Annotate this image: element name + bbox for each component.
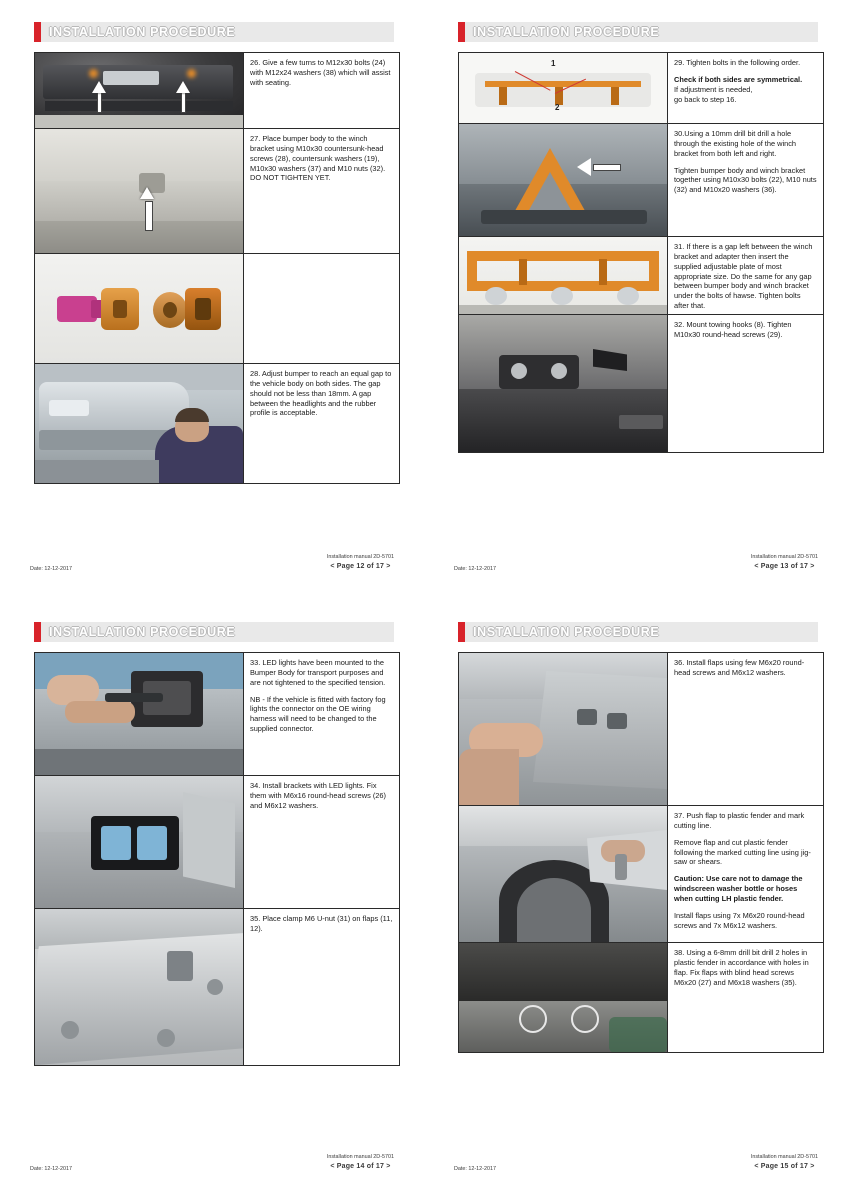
- header-title-box: [465, 622, 818, 642]
- page-footer: [30, 553, 394, 572]
- step-paragraph: If adjustment is needed, go back to step 16.: [674, 84, 753, 104]
- fastener-parts-photo: [35, 254, 244, 363]
- page-header: [458, 622, 818, 642]
- table-row: [459, 943, 823, 1053]
- header-title-box: [465, 22, 818, 42]
- steps-table: [34, 52, 400, 484]
- table-row: [459, 124, 823, 237]
- step-paragraph: 31. If there is a gap left between the winch bracket and adapter then insert the supplied adjustable plate of most appropriate size. Do the same for any gap between bumper body and winch bracket under the bolts of hawse. Tighten bolts after that.: [674, 242, 813, 311]
- step-text: [668, 315, 823, 452]
- header-accent-bar: [34, 22, 41, 42]
- step-text: [668, 943, 823, 1052]
- bumper-to-winch-bracket-photo: [35, 129, 244, 253]
- footer-page-number: < Page 12 of 17 >: [330, 562, 391, 570]
- table-row: [459, 237, 823, 315]
- page-13: [424, 0, 848, 600]
- step-paragraph-bold: Check if both sides are symmetrical.: [674, 74, 803, 84]
- step-paragraph: Install flaps using 7x M6x20 round-head screws and 7x M6x12 washers.: [674, 910, 805, 930]
- page-footer: [454, 553, 818, 572]
- led-bracket-install-photo: [35, 776, 244, 908]
- step-paragraph: 33. LED lights have been mounted to the Bumper Body for transport purposes and are not tightened to the specified tension.: [250, 658, 386, 687]
- table-row: [35, 653, 399, 776]
- page-title: INSTALLATION PROCEDURE: [473, 25, 660, 39]
- step-text: [244, 909, 399, 1065]
- header-title-box: [41, 22, 394, 42]
- page-title: INSTALLATION PROCEDURE: [49, 625, 236, 639]
- tightening-order-diagram: [459, 53, 668, 123]
- step-paragraph: 26. Give a few turns to M12x30 bolts (24) with M12x24 washers (38) which will assist with seating.: [250, 58, 391, 87]
- steps-table: [458, 52, 824, 453]
- step-paragraph: 37. Push flap to plastic fender and mark cutting line.: [674, 811, 805, 830]
- step-paragraph: 30.Using a 10mm drill bit drill a hole through the existing hole of the winch bracket from both left and right.: [674, 129, 797, 158]
- step-text: [244, 776, 399, 908]
- step-paragraph: 36. Install flaps using few M6x20 round-head screws and M6x12 washers.: [674, 658, 805, 677]
- step-text: [668, 653, 823, 805]
- winch-adapter-frame-photo: [459, 237, 668, 314]
- page-title: INSTALLATION PROCEDURE: [49, 25, 236, 39]
- page-15: [424, 600, 848, 1200]
- header-accent-bar: [34, 622, 41, 642]
- step-text: [244, 653, 399, 775]
- table-row: [35, 776, 399, 909]
- clamp-unut-flaps-photo: [35, 909, 244, 1065]
- table-row: [459, 53, 823, 124]
- step-paragraph-bold: Caution: Use care not to damage the windscreen washer bottle or hoses when cutting LH plastic fender.: [674, 874, 803, 903]
- footer-date: Date: 12-12-2017: [454, 566, 496, 572]
- table-row: [459, 315, 823, 453]
- step-paragraph: 34. Install brackets with LED lights. Fix them with M6x16 round-head screws (26) and M6x12 washers.: [250, 781, 386, 810]
- bumper-bolt-seating-photo: [35, 53, 244, 128]
- bumper-gap-adjust-photo: [35, 364, 244, 483]
- header-title-box: [41, 622, 394, 642]
- step-paragraph: 38. Using a 6-8mm drill bit drill 2 holes in plastic fender in accordance with holes in flap. Fix flaps with blind head screws M6x20 (27) and M6x18 washers (35).: [674, 948, 809, 987]
- page-header: [458, 22, 818, 42]
- install-flaps-photo: [459, 653, 668, 805]
- step-paragraph: Remove flap and cut plastic fender following the marked cutting line using jig-saw or shears.: [674, 837, 811, 867]
- step-paragraph: NB - If the vehicle is fitted with factory fog lights the connector on the OE wiring harness will need to be changed to the supplied connector.: [250, 694, 386, 734]
- step-text: [668, 53, 823, 123]
- step-text: [668, 124, 823, 236]
- footer-page-number: < Page 13 of 17 >: [754, 562, 815, 570]
- header-accent-bar: [458, 622, 465, 642]
- step-text: [668, 806, 823, 942]
- page-header: [34, 22, 394, 42]
- step-paragraph: 32. Mount towing hooks (8). Tighten M10x30 round-head screws (29).: [674, 320, 792, 339]
- footer-date: Date: 12-12-2017: [30, 566, 72, 572]
- page-12: [0, 0, 424, 600]
- page-header: [34, 622, 394, 642]
- page-14: [0, 600, 424, 1200]
- step-paragraph: 28. Adjust bumper to reach an equal gap to the vehicle body on both sides. The gap should not be less than 18mm. A gap between the headlights and the rubber profile is acceptable.: [250, 369, 392, 418]
- winch-bracket-drill-photo: [459, 124, 668, 236]
- step-text: [244, 364, 399, 483]
- table-row: [459, 653, 823, 806]
- table-row: [35, 129, 399, 254]
- table-row: [35, 254, 399, 364]
- page-title: INSTALLATION PROCEDURE: [473, 625, 660, 639]
- table-row: [35, 364, 399, 484]
- step-paragraph: Tighten bumper body and winch bracket together using M10x30 bolts (22), M10 nuts (32) and M10x20 washers (36).: [674, 165, 817, 195]
- diagram-number-2: 2: [555, 103, 560, 112]
- step-text: [244, 129, 399, 253]
- towing-hooks-photo: [459, 315, 668, 452]
- step-text: [668, 237, 823, 314]
- drill-holes-fender-photo: [459, 943, 668, 1052]
- led-light-tightening-photo: [35, 653, 244, 775]
- header-accent-bar: [458, 22, 465, 42]
- footer-date: Date: 12-12-2017: [30, 1166, 72, 1172]
- footer-manual: Installation manual 2D-5701: [750, 554, 818, 561]
- page-footer: [454, 1153, 818, 1172]
- page-footer: [30, 1153, 394, 1172]
- mark-cutting-line-photo: [459, 806, 668, 942]
- step-paragraph: 35. Place clamp M6 U-nut (31) on flaps (11, 12).: [250, 914, 393, 933]
- steps-table: [458, 652, 824, 1053]
- footer-date: Date: 12-12-2017: [454, 1166, 496, 1172]
- table-row: [459, 806, 823, 943]
- table-row: [35, 909, 399, 1066]
- footer-page-number: < Page 15 of 17 >: [754, 1162, 815, 1170]
- footer-manual: Installation manual 2D-5701: [750, 1154, 818, 1161]
- step-text: [244, 53, 399, 128]
- footer-page-number: < Page 14 of 17 >: [330, 1162, 391, 1170]
- step-paragraph: 29. Tighten bolts in the following order.: [674, 58, 801, 67]
- footer-manual: Installation manual 2D-5701: [326, 1154, 394, 1161]
- steps-table: [34, 652, 400, 1066]
- step-text: [244, 254, 399, 363]
- table-row: [35, 53, 399, 129]
- step-paragraph: 27. Place bumper body to the winch bracket using M10x30 countersunk-head screws (28), countersunk washers (19), M10x30 washers (37) and M10 nuts (32). DO NOT TIGHTEN YET.: [250, 134, 386, 183]
- footer-manual: Installation manual 2D-5701: [326, 554, 394, 561]
- diagram-number-1: 1: [551, 59, 556, 68]
